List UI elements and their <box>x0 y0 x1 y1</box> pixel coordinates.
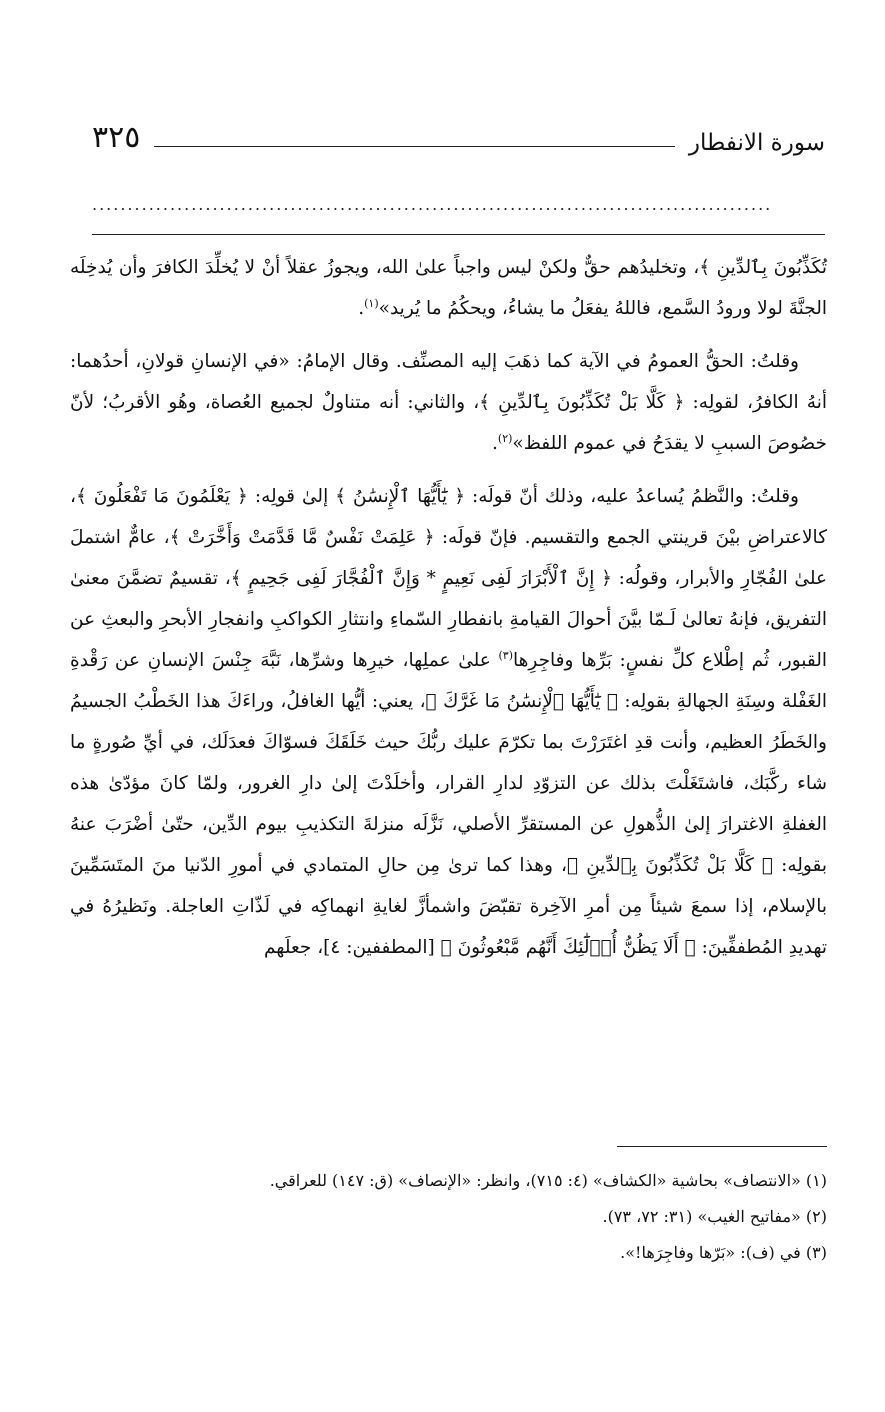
footnote-ref-3: (٣) <box>498 648 513 662</box>
surah-title: سورة الانفطار <box>688 130 825 156</box>
header-underline <box>92 234 825 235</box>
paragraph-lead: وقلتُ: <box>750 486 799 507</box>
header-rule <box>154 146 675 147</box>
footnote-rule <box>617 1146 827 1147</box>
dotted-separator: ................................................................................................ <box>92 200 773 212</box>
footnotes <box>70 1163 827 1271</box>
footnote-3: (٣) في (ف): «بَرّها وفاجِرَها!». <box>620 1243 827 1262</box>
footnote-1: (١) «الانتصاف» بحاشية «الكشاف» (٤: ٧١٥)، وانظر: «الإنصاف» (ق: ١٤٧) للعراقي. <box>269 1171 827 1190</box>
page-header <box>92 118 825 168</box>
paragraph-text: تُكَذِّبُونَ بِٱلدِّينِ ﴾، وتخليدُهم حقٌّ ولكنْ ليس واجباً علىٰ الله، ويجوزُ عقلاً أنْ لا يُخلِّدَ الكافرَ وأن يُدخِلَه الجنَّةَ لولا ورودُ السَّمع، فاللهُ يفعَلُ ما يشاءُ، ويحكُمُ ما يُريد» <box>70 257 827 319</box>
paragraph-2: وقلتُ: الحقُّ العمومُ في الآية كما ذهَبَ إليه المصنِّف. وقال الإمامُ: «في الإنسانِ قولانِ، أحدُهما: أنهُ الكافرُ، لقولِه: ﴿ كَلَّا بَلْ تُكَذِّبُونَ بِٱلدِّينِ ﴾، والثاني: أنه متناولٌ لجميع العُصاة، وهُو الأقربُ؛ لأنّ خصُوصَ السببِ لا يقدَحُ في عموم اللفظ»$^{(٢)}$. <box>70 351 827 454</box>
paragraph-text: والنَّظمُ يُساعدُ عليه، وذلك أنّ قولَه: ﴿ يَٰٓأَيُّهَا ٱلْإِنسَٰنُ ﴾ إلىٰ قولِه: ﴿ يَعْلَمُونَ مَا تَفْعَلُونَ ﴾، كالاعتراضِ بيْنَ قرينتي الجمع والتقسيم. فإنّ قولَه: ﴿ عَلِمَتْ نَفْسٌ مَّا قَدَّمَتْ وَأَخَّرَتْ ﴾، عامٌّ اشتملَ علىٰ الفُجّارِ والأبرار، وقولُه: ﴿ إِنَّ ٱلْأَبْرَارَ لَفِى نَعِيمٍ * وَإِنَّ ٱلْفُجَّارَ لَفِى جَحِيمٍ ﴾، تقسيمٌ تضمَّنَ معنىٰ التفريق، فإنهُ تعالىٰ لَـمّا بيَّنَ أحوالَ القيامةِ بانفطارِ السّماءِ وانتثارِ الكواكبِ وانفجارِ الأبحرِ والبعثِ عن القبور، ثُم إطْلاع كلِّ نفسٍ: بَرِّها وفاجِرِها <box>70 486 827 671</box>
paragraph-3 <box>70 476 827 968</box>
paragraph-1: تُكَذِّبُونَ بِٱلدِّينِ ﴾، وتخليدُهم حقٌّ ولكنْ ليس واجباً علىٰ الله، ويجوزُ عقلاً أنْ لا يُخلِّدَ الكافرَ وأن يُدخِلَه الجنَّةَ لولا ورودُ السَّمع، فاللهُ يفعَلُ ما يشاءُ، ويحكُمُ ما يُريد»$^{(١)}$. <box>70 257 827 319</box>
paragraph-lead: وقلتُ: <box>750 351 799 372</box>
main-text <box>70 247 827 980</box>
paragraph-text-continued: علىٰ عملِها، خيرِها وشرِّها، نَبَّهَ جِنْسَ الإنسانِ عن رَقْدةِ الغَفْلة وسِنَةِ الجهالةِ بقولِه: ﴿ يَٰٓأَيُّهَا ٱلْإِنسَٰنُ مَا غَرَّكَ ﴾، يعني: أيُّها الغافلُ، وراءَكَ هذا الخَطْبُ الجسيمُ والخَطَرُ العظيم، وأنت قدِ اغتَرَرْتَ بما تكرّمَ عليك ربُّكَ حيث خَلَقَكَ فسوّاكَ فعدَلَك، في أيِّ صُورةٍ ما شاء ركَّبَك، فاشتَغَلْتَ بذلك عن التزوّدِ لدارِ القرار، وأخلَدْتَ إلىٰ دارِ الغرور، ولمّا كانَ مؤدّىٰ هذه الغفلةِ الاغترارَ إلىٰ الذُّهولِ عن المستقرِّ الأصلي، نَزَّلَه منزلةَ التكذيبِ بيوم الدِّين، حتّىٰ أضْرَبَ عنهُ بقولِه: ﴿ كَلَّا بَلْ تُكَذِّبُونَ بِٱلدِّينِ ﴾، وهذا كما ترىٰ مِن حالِ المتمادي في أمورِ الدّنيا منَ المتَسَمِّينَ بالإسلام، إذا سمعَ شيئاً مِن أمرِ الآخِرة تقبّضَ واشمأزَّ لغايةِ انهماكِه في لَذّاتِ العاجلة. ونَظيرُهُ في تهديدِ المُطففِّينَ: ﴿ أَلَا يَظُنُّ أُو۟لَٰٓئِكَ أَنَّهُم مَّبْعُوثُونَ ﴾ [المطففين: ٤]، جعلَهم <box>70 650 827 958</box>
footnote-ref-2: (٢) <box>497 431 513 445</box>
paragraph-text: الحقُّ العمومُ في الآية كما ذهَبَ إليه المصنِّف. وقال الإمامُ: «في الإنسانِ قولانِ، أحدُهما: أنهُ الكافرُ، لقولِه: ﴿ كَلَّا بَلْ تُكَذِّبُونَ بِٱلدِّينِ ﴾، والثاني: أنه متناولٌ لجميع العُصاة، وهُو الأقربُ؛ لأنّ خصُوصَ السببِ لا يقدَحُ في عموم اللفظ» <box>70 351 827 454</box>
footnote-2: (٢) «مفاتيح الغيب» (٣١: ٧٢، ٧٣). <box>602 1207 827 1226</box>
footnote-ref-1: (١) <box>364 296 379 310</box>
page-number: ٣٢٥ <box>92 120 141 155</box>
